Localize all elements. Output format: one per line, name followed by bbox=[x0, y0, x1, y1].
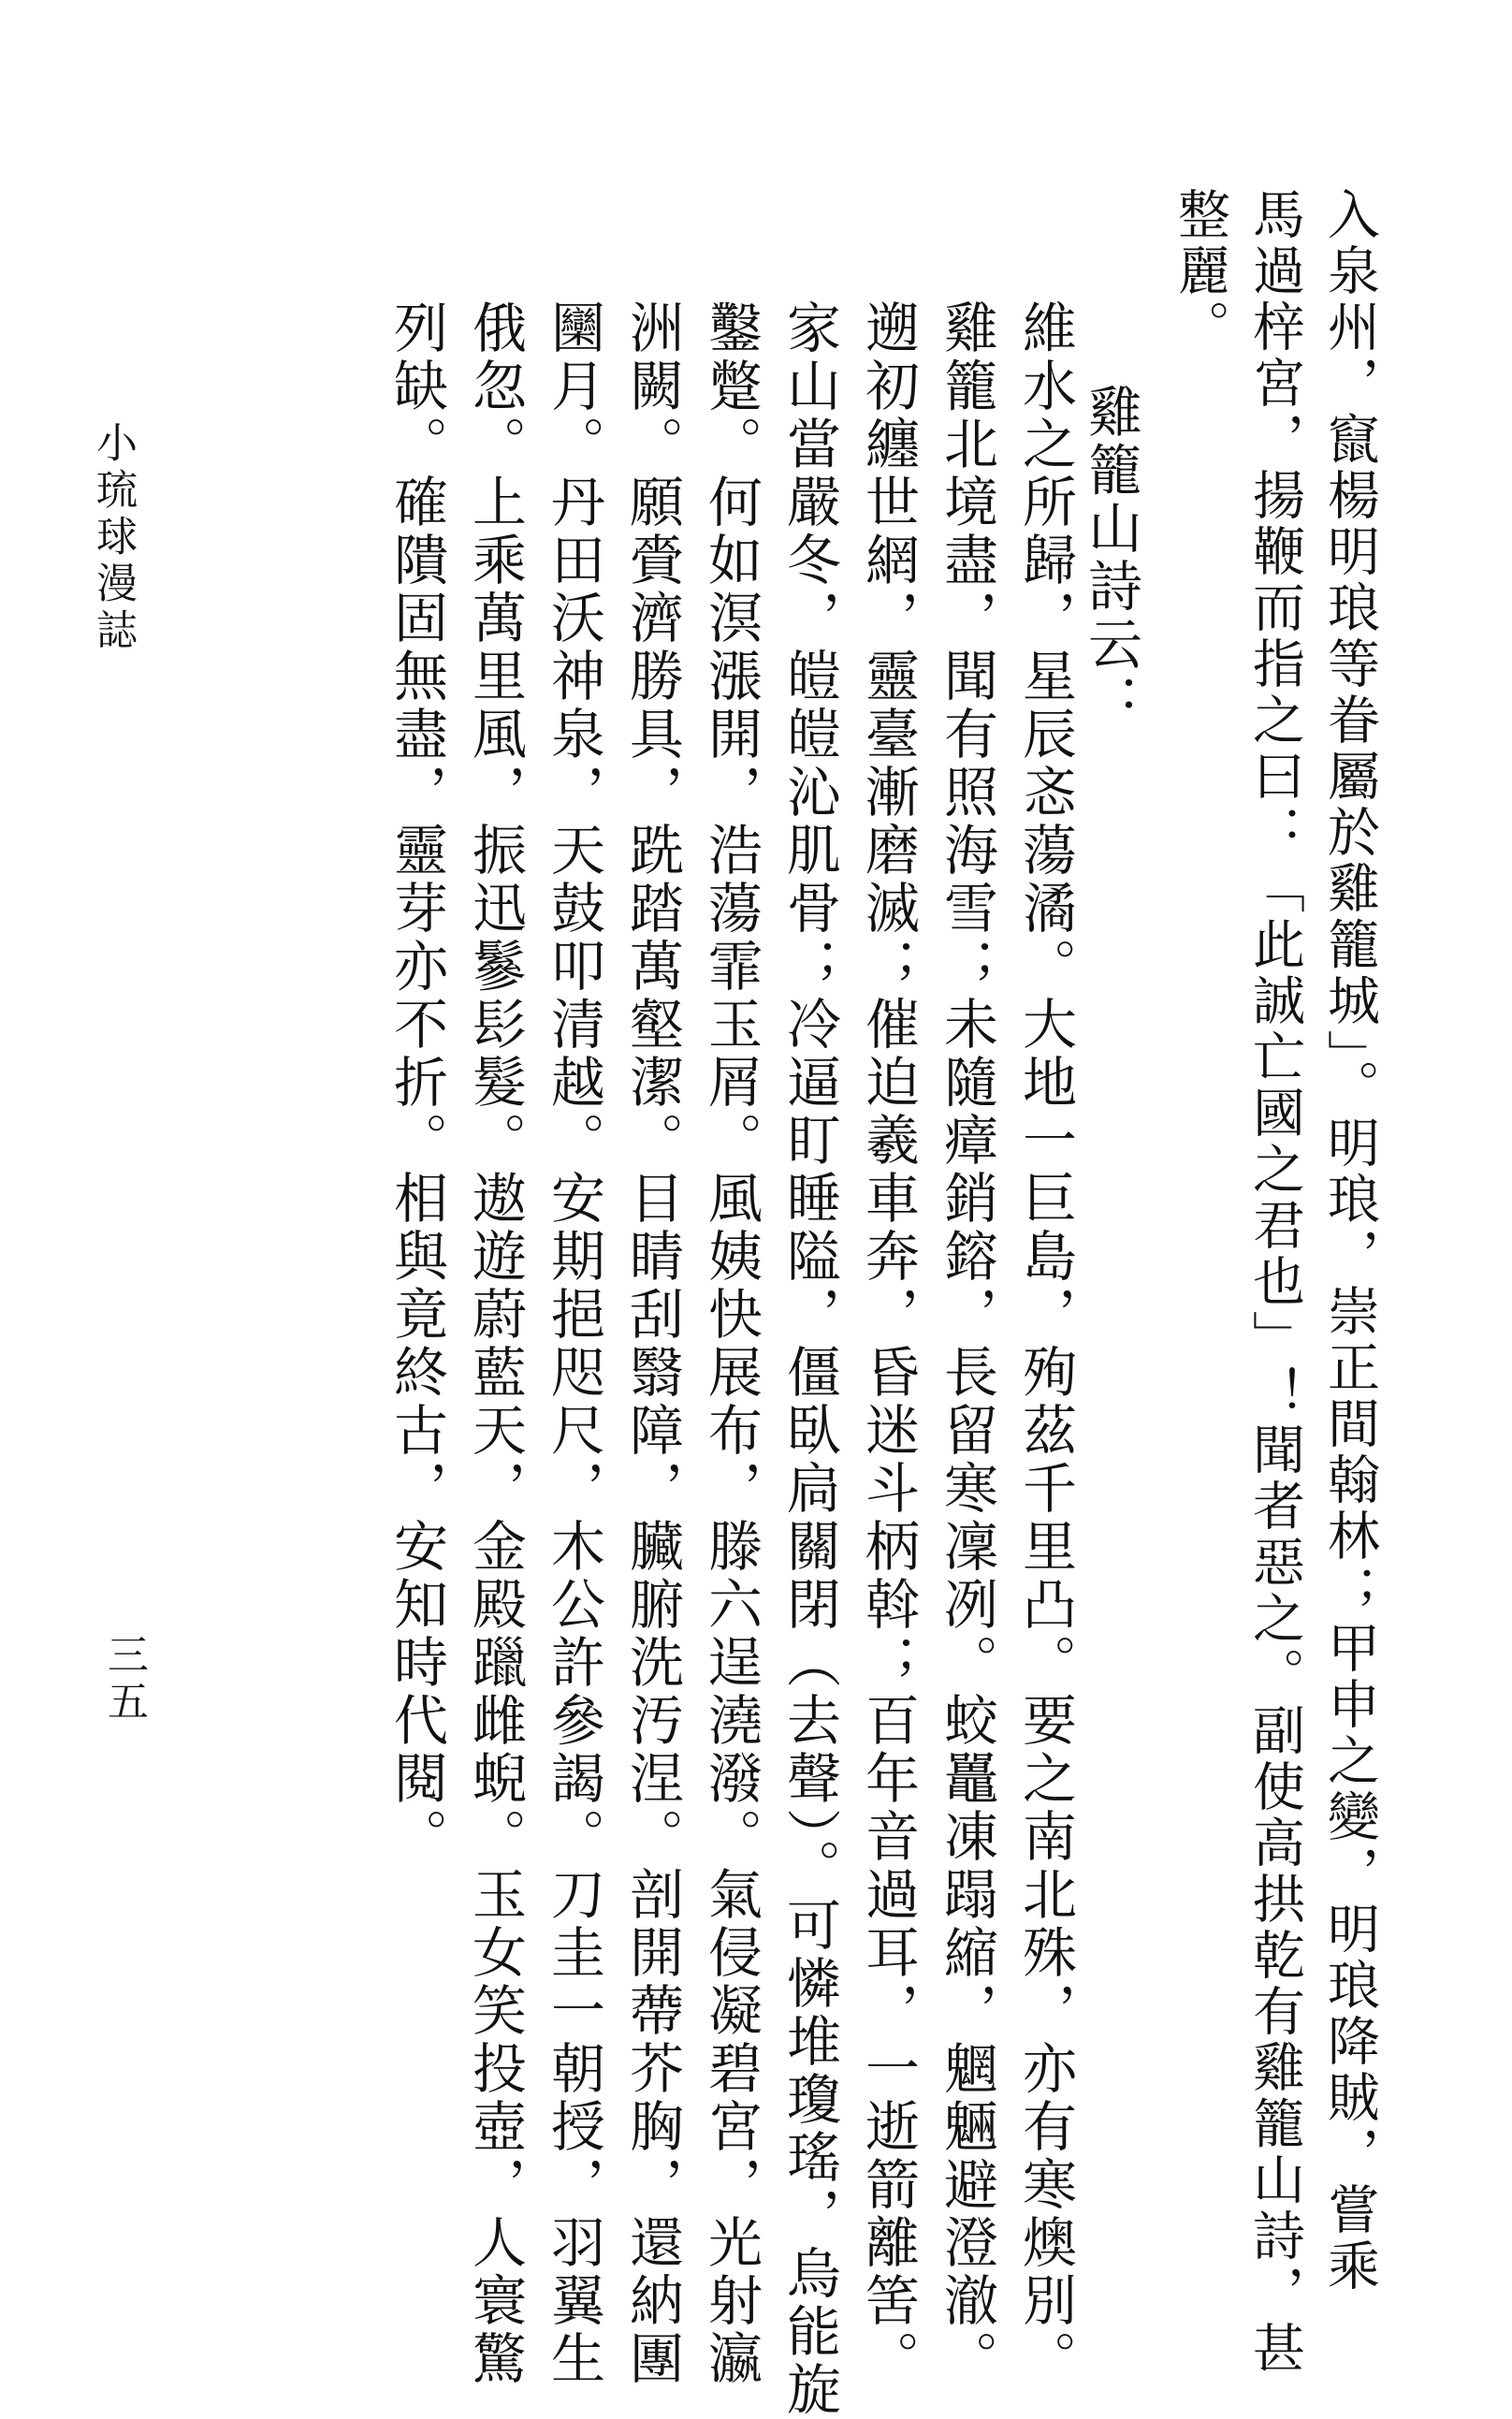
poem-line-2: 雞籠北境盡，聞有照海雪；未隨瘴銷鎔，長留寒凜冽。蛟鼉凍蹋縮，魍魎避澄澈。 bbox=[935, 299, 998, 2388]
prose-line-2: 馬過梓宮，揚鞭而指之曰：「此誠亡國之君也」！聞者惡之。副使高拱乾有雞籠山詩，甚 bbox=[1244, 187, 1305, 2377]
poem-line-8: 俄忽。上乘萬里風，振迅鬖髟髮。遨遊蔚藍天，金殿躐雌蜺。玉女笑投壺，人寰驚 bbox=[463, 299, 527, 2388]
prose-line-3: 整麗。 bbox=[1170, 187, 1230, 356]
poem-title: 雞籠山詩云： bbox=[1079, 384, 1142, 732]
page-number: 三五 bbox=[100, 1633, 148, 1727]
poem-line-5: 鑿蹩。何如溟漲開，浩蕩霏玉屑。風姨快展布，滕六逞澆潑。氣侵凝碧宮，光射瀛 bbox=[699, 299, 763, 2388]
poem-line-7: 圞月。丹田沃神泉，天鼓叩清越。安期挹咫尺，木公許參謁。刀圭一朝授，羽翼生 bbox=[542, 299, 605, 2388]
prose-line-1: 入泉州，竄楊明琅等眷屬於雞籠城」。明琅，崇正間翰林；甲申之變，明琅降賊，嘗乘 bbox=[1319, 187, 1380, 2295]
running-title: 小琉球漫誌 bbox=[89, 421, 137, 655]
poem-line-1: 維水之所歸，星辰忞蕩潏。大地一巨島，殉茲千里凸。要之南北殊，亦有寒燠別。 bbox=[1013, 299, 1077, 2388]
poem-line-6: 洲闕。願賫濟勝具，跣踏萬壑潔。目睛刮翳障，臟腑洗汚涅。剖開蔕芥胸，還納團 bbox=[620, 299, 684, 2388]
poem-line-9: 列缺。確隤固無盡，靈芽亦不折。相與竟終古，安知時代閱。 bbox=[385, 299, 448, 1866]
poem-line-3: 遡初纏世網，靈臺漸磨滅；催迫羲車奔，昏迷斗柄斡；百年音過耳，一逝箭離筈。 bbox=[856, 299, 920, 2388]
poem-line-4: 家山當嚴冬，皚皚沁肌骨；冷逼盯睡隘，僵臥扃關閉（去聲）。可憐堆瓊瑤，烏能旋 bbox=[778, 299, 841, 2419]
